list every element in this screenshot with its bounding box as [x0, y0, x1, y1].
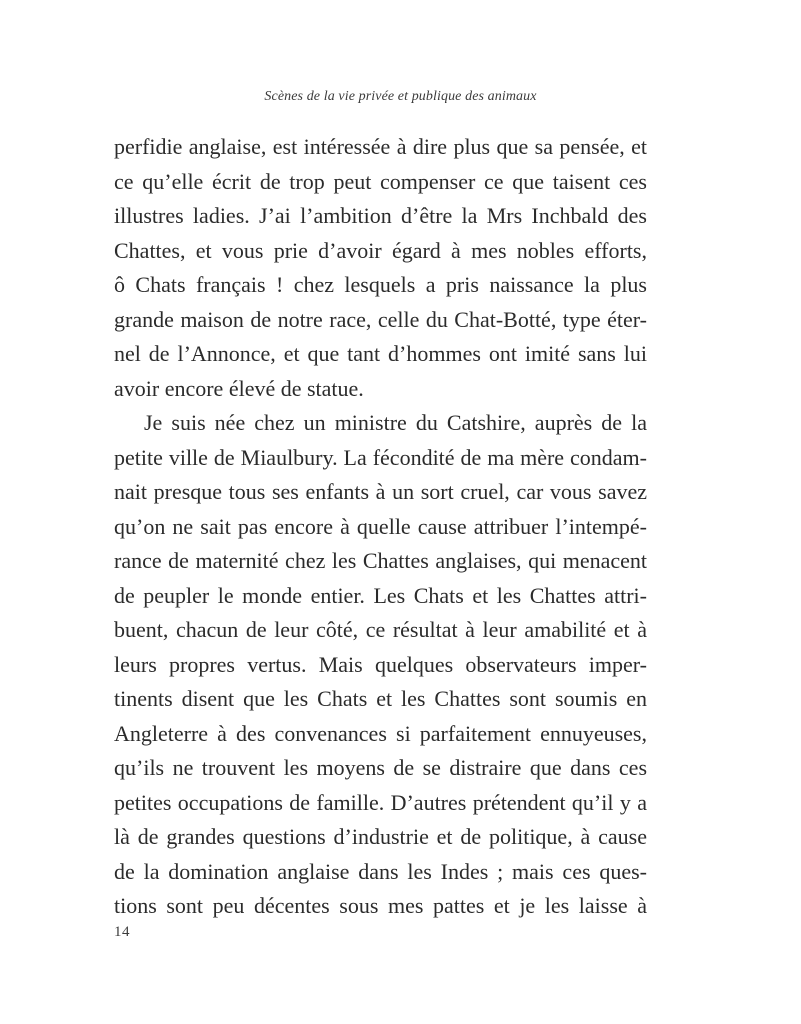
text-line: nait presque tous ses enfants à un sort cruel, car vous savez	[114, 479, 647, 504]
text-line: grande maison de notre race, celle du Chat-Botté, type éter-	[114, 306, 647, 332]
page-number: 14	[114, 924, 130, 940]
text-line: qu’ils ne trouvent les moyens de se distraire que dans ces	[114, 755, 647, 780]
text-line: petites occupations de famille. D’autres prétendent qu’il y a	[114, 789, 647, 815]
text-line: petite ville de Miaulbury. La fécondité de ma mère condam-	[114, 444, 647, 470]
body-text	[114, 130, 647, 924]
text-line: tions sont peu décentes sous mes pattes et je les laisse à	[114, 893, 647, 918]
text-line: illustres ladies. J’ai l’ambition d’être la Mrs Inchbald des	[114, 203, 647, 228]
text-line: ô Chats français ! chez lesquels a pris naissance la plus	[114, 272, 647, 297]
running-head: Scènes de la vie privée et publique des animaux	[264, 89, 537, 104]
text-line: qu’on ne sait pas encore à quelle cause attribuer l’intempé-	[114, 513, 647, 539]
text-line: buent, chacun de leur côté, ce résultat à leur amabilité et à	[114, 617, 647, 642]
text-line: de peupler le monde entier. Les Chats et les Chattes attri-	[114, 582, 647, 608]
text-line: rance de maternité chez les Chattes anglaises, qui menacent	[114, 548, 647, 573]
paragraph-start-line: Je suis née chez un ministre du Catshire, auprès de la	[144, 410, 647, 435]
text-line: tinents disent que les Chats et les Chattes sont soumis en	[114, 686, 647, 711]
text-line: là de grandes questions d’industrie et de politique, à cause	[114, 824, 647, 849]
text-line: leurs propres vertus. Mais quelques observateurs imper-	[114, 651, 647, 677]
text-line: avoir encore élevé de statue.	[114, 375, 364, 401]
text-line: de la domination anglaise dans les Indes ; mais ces ques-	[114, 858, 647, 884]
text-line: nel de l’Annonce, et que tant d’hommes ont imité sans lui	[114, 341, 647, 366]
text-line: Chattes, et vous prie d’avoir égard à mes nobles efforts,	[114, 237, 647, 263]
text-line: ce qu’elle écrit de trop peut compenser ce que taisent ces	[114, 168, 647, 194]
text-line: perfidie anglaise, est intéressée à dire plus que sa pensée, et	[114, 134, 647, 159]
text-line: Angleterre à des convenances si parfaitement ennuyeuses,	[114, 720, 647, 746]
